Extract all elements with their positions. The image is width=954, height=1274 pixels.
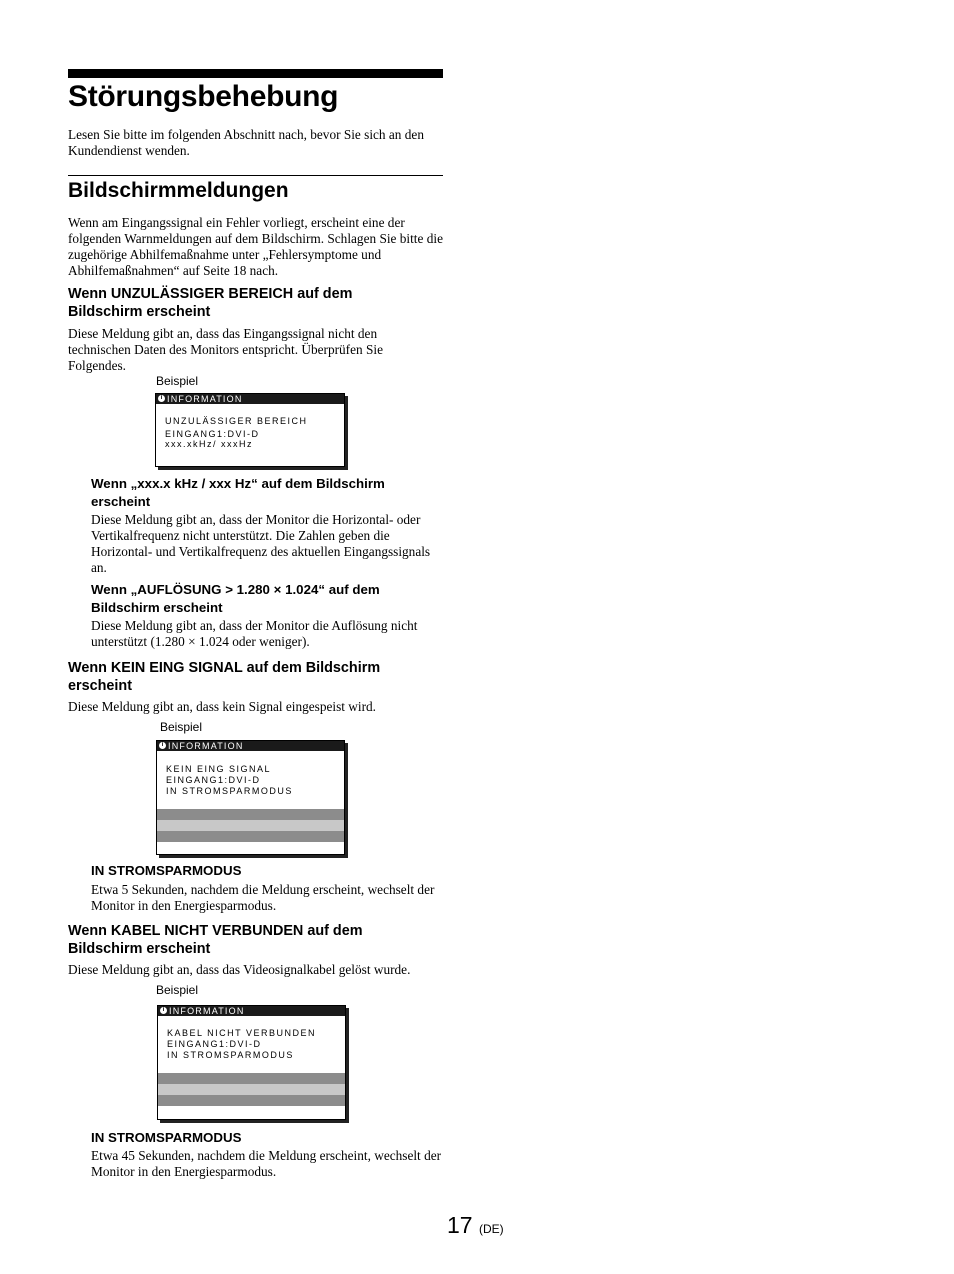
section-divider [68,175,443,176]
osd-line: EINGANG1:DVI-D [166,775,261,785]
sec1-sub1-text: Diese Meldung gibt an, dass der Monitor die Horizontal- oder Vertikalfrequenz nicht unterstützt. Die Zahlen geben die Horizontal- und Vertikalfrequenz des aktuellen Eingangssignals an. [91,512,431,575]
sec1-text: Diese Meldung gibt an, dass das Eingangssignal nicht den technischen Daten des Monitors entspricht. Überprüfen Sie Folgendes. [68,326,383,373]
osd-band [158,1073,345,1084]
sec2-text: Diese Meldung gibt an, dass kein Signal eingespeist wird. [68,699,376,714]
sec3-osd-message [157,1005,346,1120]
page-number [447,1211,504,1243]
info-icon: i [158,395,165,402]
sec3-sub-heading: IN STROMSPARMODUS [91,1130,242,1145]
osd-header-label: INFORMATION [169,1006,245,1016]
osd-line: KABEL NICHT VERBUNDEN [167,1028,317,1038]
sec1-sub2-heading: Wenn „AUFLÖSUNG > 1.280 × 1.024“ auf dem Bildschirm erscheint [91,582,380,615]
osd-header-label: INFORMATION [168,741,244,751]
sec1-osd-message [155,393,345,467]
osd-line: EINGANG1:DVI-D [167,1039,262,1049]
sec2-osd-message [156,740,345,855]
osd-header [156,394,344,404]
section-intro-text: Wenn am Eingangssignal ein Fehler vorliegt, erscheint eine der folgenden Warnmeldungen auf dem Bildschirm. Schlagen Sie bitte die zugehörige Abhilfemaßnahme unter „Fehlersymptome und Abhilfemaßnahmen“ auf Seite 18 nach. [68,215,443,278]
osd-band [157,809,344,820]
page-language: (DE) [478,1222,504,1236]
osd-header [158,1006,345,1016]
sec2-sub-heading: IN STROMSPARMODUS [91,863,242,878]
sec3-text: Diese Meldung gibt an, dass das Videosignalkabel gelöst wurde. [68,962,411,977]
osd-band [157,831,344,842]
sec1-heading: Wenn UNZULÄSSIGER BEREICH auf dem Bildschirm erscheint [68,286,353,320]
sec2-sub-text: Etwa 5 Sekunden, nachdem die Meldung erscheint, wechselt der Monitor in den Energiesparmodus. [91,882,435,913]
title-bar-rule [68,69,443,78]
sec1-sub1-heading: Wenn „xxx.x kHz / xxx Hz“ auf dem Bildschirm erscheint [91,476,385,509]
page-title: Störungsbehebung [68,80,339,113]
osd-line: UNZULÄSSIGER BEREICH [165,416,308,426]
sec3-heading: Wenn KABEL NICHT VERBUNDEN auf dem Bildschirm erscheint [68,923,363,957]
osd-line: KEIN EING SIGNAL [166,764,272,774]
page-number-value: 17 [447,1212,473,1238]
osd-line: IN STROMSPARMODUS [167,1050,294,1060]
sec2-example-label: Beispiel [160,720,203,734]
osd-line: IN STROMSPARMODUS [166,786,293,796]
osd-band [158,1084,345,1095]
sec2-heading: Wenn KEIN EING SIGNAL auf dem Bildschirm erscheint [68,660,381,694]
sec3-example-label: Beispiel [156,983,199,997]
section-heading: Bildschirmmeldungen [68,179,289,202]
sec1-example-label: Beispiel [156,374,199,388]
osd-header [157,741,344,751]
info-icon: i [160,1007,167,1014]
sec3-sub-text: Etwa 45 Sekunden, nachdem die Meldung erscheint, wechselt der Monitor in den Energiesparmodus. [91,1148,442,1179]
info-icon: i [159,742,166,749]
osd-band [157,820,344,831]
osd-header-label: INFORMATION [167,394,243,404]
osd-line: EINGANG1:DVI-D [165,429,260,439]
osd-line: xxx.xkHz/ xxxHz [165,439,254,449]
sec1-sub2-text: Diese Meldung gibt an, dass der Monitor die Auflösung nicht unterstützt (1.280 × 1.024 oder weniger). [91,618,418,649]
intro-text: Lesen Sie bitte im folgenden Abschnitt nach, bevor Sie sich an den Kundendienst wenden. [68,127,424,158]
osd-band [158,1095,345,1106]
